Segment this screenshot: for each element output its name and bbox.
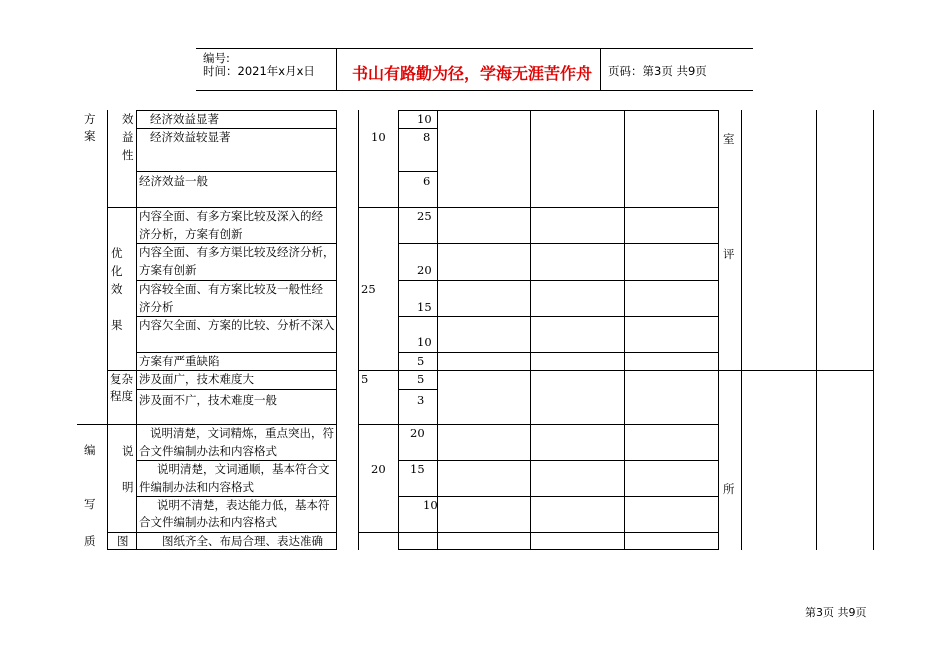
header-divider-left <box>336 48 337 91</box>
criteria-text: 经济效益一般 <box>139 174 208 188</box>
header-bottom-rule <box>196 90 753 91</box>
criteria-text: 合文件编制办法和内容格式 <box>139 444 277 458</box>
side-label-shi: 室 <box>723 132 735 146</box>
total-xiaoyi: 10 <box>371 130 386 144</box>
row-line <box>398 316 719 317</box>
table-col-line <box>873 110 874 550</box>
row-line <box>358 207 719 208</box>
criteria-text: 说明不清楚，表达能力低，基本符 <box>157 498 330 512</box>
group-label-zhi: 质 <box>84 534 96 548</box>
group-label-xie: 写 <box>84 497 96 511</box>
row-line <box>718 370 874 371</box>
table-col-line <box>718 110 719 550</box>
row-line <box>398 171 438 172</box>
side-label-ping: 评 <box>723 247 735 261</box>
score-value: 15 <box>410 462 425 476</box>
row-line <box>398 110 719 111</box>
score-value: 5 <box>417 372 425 386</box>
score-value: 8 <box>423 130 431 144</box>
table-col-line <box>136 110 137 550</box>
score-value: 20 <box>410 426 425 440</box>
row-line <box>398 243 719 244</box>
table-col-line <box>358 110 359 550</box>
group-label-fangan: 方 <box>84 112 96 126</box>
header-top-rule <box>196 48 753 49</box>
motto-title: 书山有路勤为径，学海无涯苦作舟 <box>352 64 593 83</box>
row-line <box>398 128 438 129</box>
subgroup-label-youhua: 果 <box>111 318 123 332</box>
subgroup-label-xiaoyi: 益 <box>122 130 134 144</box>
criteria-text: 件编制办法和内容格式 <box>139 480 254 494</box>
subgroup-label-shuoming: 说 <box>122 444 134 458</box>
total-shuoming: 20 <box>371 462 386 476</box>
criteria-text: 图纸齐全、布局合理、表达准确 <box>162 534 323 548</box>
criteria-text: 内容全面、有多方案比较及深入的经 <box>139 209 323 223</box>
criteria-text: 涉及面不广，技术难度一般 <box>139 393 277 407</box>
row-line <box>358 532 719 533</box>
code-label: 编号: <box>203 51 230 65</box>
side-label-suo: 所 <box>723 482 735 496</box>
criteria-text: 合文件编制办法和内容格式 <box>139 515 277 529</box>
header-divider-right <box>600 48 601 91</box>
row-line <box>398 389 438 390</box>
subgroup-label-tu: 图 <box>117 534 129 548</box>
table-col-line <box>437 110 438 550</box>
criteria-text: 内容全面、有多方渠比较及经济分析， <box>139 245 335 259</box>
score-value: 20 <box>417 263 432 277</box>
time-label: 时间：2021年x月x日 <box>203 64 315 78</box>
subgroup-label-xiaoyi: 效 <box>122 112 134 126</box>
page-label: 页码：第3页 共9页 <box>608 64 707 78</box>
row-line <box>398 460 719 461</box>
table-col-line <box>530 110 531 550</box>
criteria-text: 经济效益显著 <box>150 112 219 126</box>
row-line <box>358 370 719 371</box>
score-value: 5 <box>417 354 425 368</box>
table-col-line <box>398 110 399 550</box>
criteria-text: 涉及面广，技术难度大 <box>139 372 254 386</box>
score-value: 15 <box>417 300 432 314</box>
row-line <box>398 549 719 550</box>
score-value: 10 <box>417 335 432 349</box>
subgroup-label-youhua: 化 <box>111 264 123 278</box>
table-col-line <box>336 110 337 550</box>
subgroup-label-fuza: 复杂 <box>110 372 133 386</box>
criteria-text: 方案有严重缺陷 <box>139 354 220 368</box>
score-value: 10 <box>417 112 432 126</box>
criteria-text: 经济效益较显著 <box>150 130 231 144</box>
criteria-text: 说明清楚，文词精炼，重点突出，符 <box>150 426 334 440</box>
subgroup-label-youhua: 效 <box>111 282 123 296</box>
score-value: 25 <box>417 209 432 223</box>
total-fuza: 5 <box>361 372 369 386</box>
criteria-text: 济分析，方案有创新 <box>139 227 243 241</box>
score-value: 10 <box>423 498 438 512</box>
group-label-fangan: 案 <box>84 129 96 143</box>
subgroup-label-fuza: 程度 <box>110 389 133 403</box>
table-col-line <box>816 110 817 550</box>
score-value: 6 <box>423 174 431 188</box>
criteria-text: 济分析 <box>139 300 174 314</box>
row-line <box>398 352 719 353</box>
table-col-line <box>624 110 625 550</box>
criteria-text: 内容较全面、有方案比较及一般性经 <box>139 282 323 296</box>
total-youhua: 25 <box>361 282 376 296</box>
criteria-text: 内容欠全面、方案的比较、分析不深入 <box>139 318 335 332</box>
score-value: 3 <box>417 393 425 407</box>
table-col-line <box>107 110 108 550</box>
row-line <box>136 171 337 172</box>
row-line <box>398 280 719 281</box>
row-line <box>136 389 337 390</box>
subgroup-label-xiaoyi: 性 <box>122 148 134 162</box>
table-col-line <box>741 110 742 550</box>
criteria-text: 方案有创新 <box>139 263 197 277</box>
footer-page-label: 第3页 共9页 <box>805 606 867 619</box>
subgroup-label-youhua: 优 <box>111 246 123 260</box>
criteria-text: 说明清楚，文词通顺，基本符合文 <box>157 462 330 476</box>
row-line <box>398 496 719 497</box>
group-label-bian: 编 <box>84 443 96 457</box>
subgroup-label-shuoming: 明 <box>122 480 134 494</box>
